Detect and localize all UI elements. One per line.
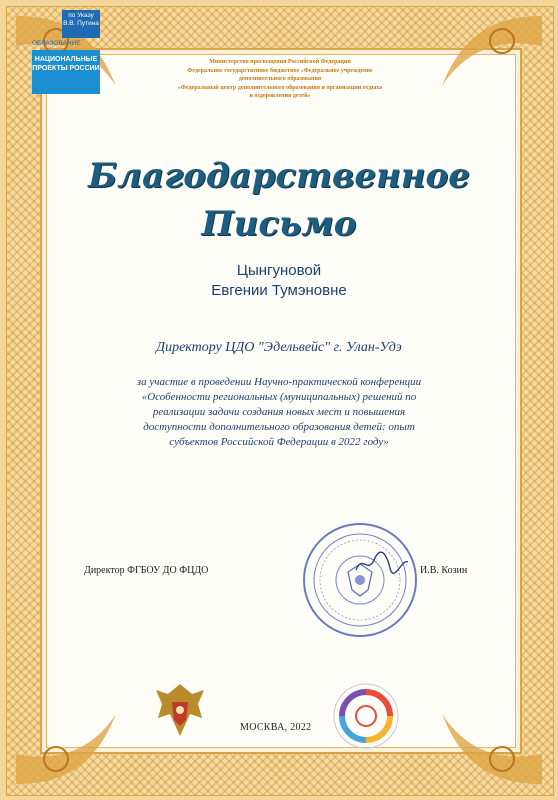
corner-ornament-bottom-right bbox=[432, 684, 552, 794]
recipient-role: Директору ЦДО "Эдельвейс" г. Улан-Удэ bbox=[156, 340, 402, 355]
issuer-header bbox=[140, 58, 420, 101]
signatory-position: Директор ФГБОУ ДО ФЦДО bbox=[84, 565, 209, 576]
corner-ornament-top-right bbox=[432, 6, 552, 116]
body-line-2: «Особенности региональных (муниципальных) решений по bbox=[141, 391, 417, 403]
city-and-year: МОСКВА, 2022 bbox=[240, 722, 312, 733]
header-line-1: Министерство просвещения Российской Федерации bbox=[209, 59, 351, 65]
fcdo-logo-icon bbox=[330, 680, 402, 752]
body-line-1: за участие в проведении Научно-практической конференции bbox=[136, 376, 422, 388]
award-reason bbox=[96, 375, 462, 450]
ministry-emblem-icon bbox=[152, 680, 208, 742]
national-projects-badge bbox=[32, 10, 100, 96]
badge-decree-label: по Указу В.В. Путина bbox=[62, 10, 100, 38]
badge-category: ОБРАЗОВАНИЕ bbox=[32, 40, 81, 47]
header-line-5: и оздоровления детей» bbox=[249, 93, 311, 99]
recipient-surname: Цынгуновой bbox=[236, 262, 322, 279]
header-line-4: «Федеральный центр дополнительного образования и организации отдыха bbox=[177, 84, 383, 91]
header-line-3: дополнительного образования bbox=[238, 76, 322, 82]
badge-title: НАЦИОНАЛЬНЫЕ ПРОЕКТЫ РОССИИ bbox=[32, 50, 100, 94]
official-seal bbox=[300, 520, 420, 640]
recipient-given-names: Евгении Тумэновне bbox=[211, 282, 347, 299]
handwritten-signature bbox=[352, 548, 412, 578]
signatory-name: И.В. Козин bbox=[420, 565, 468, 576]
corner-ornament-bottom-left bbox=[6, 684, 126, 794]
body-line-3: реализации задачи создания новых мест и повышения bbox=[152, 406, 406, 418]
body-line-5: субъектов Российской Федерации в 2022 году» bbox=[169, 436, 389, 448]
header-line-2: Федеральное государственное бюджетное «Федеральное учреждение bbox=[187, 67, 373, 74]
certificate-title-line-1: Благодарственное bbox=[88, 156, 470, 196]
certificate-title-line-2: Письмо bbox=[201, 204, 357, 244]
body-line-4: доступности дополнительного образования детей: опыт bbox=[143, 421, 415, 433]
